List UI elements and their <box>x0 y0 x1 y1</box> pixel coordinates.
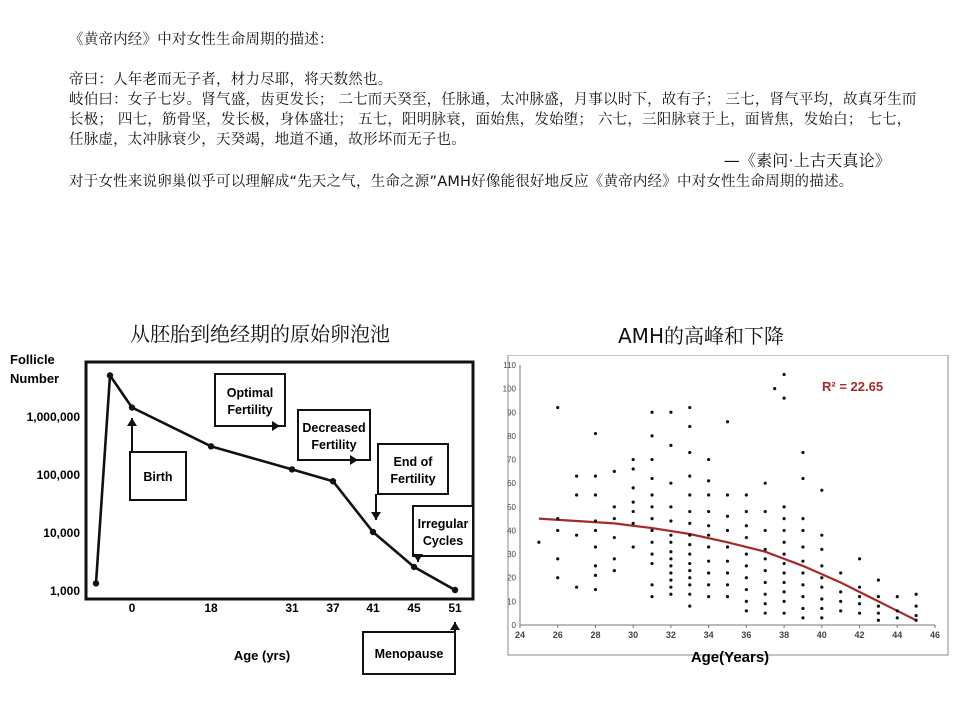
y-tick-label: 1,000,000 <box>26 410 80 424</box>
scatter-point <box>877 619 880 622</box>
scatter-point <box>688 451 691 454</box>
annotation-arrowhead <box>127 418 137 426</box>
scatter-point <box>877 578 880 581</box>
scatter-point <box>782 552 785 555</box>
scatter-point <box>764 581 767 584</box>
scatter-point <box>669 411 672 414</box>
scatter-point <box>782 541 785 544</box>
data-point <box>370 529 376 535</box>
scatter-point <box>773 387 776 390</box>
annotation-label: Birth <box>143 470 173 484</box>
scatter-point <box>915 614 918 617</box>
scatter-point <box>820 534 823 537</box>
scatter-point <box>707 493 710 496</box>
scatter-point <box>575 493 578 496</box>
scatter-point <box>650 541 653 544</box>
data-point <box>289 466 295 472</box>
chart2-title: AMH的高峰和下降 <box>618 324 784 348</box>
y-tick-label: 20 <box>507 573 516 583</box>
follicle-chart <box>0 340 480 710</box>
scatter-point <box>726 571 729 574</box>
y-tick-label: 50 <box>507 502 516 512</box>
scatter-point <box>726 529 729 532</box>
scatter-point <box>877 612 880 615</box>
annotation-label: Fertility <box>227 403 273 417</box>
scatter-point <box>632 486 635 489</box>
scatter-point <box>839 609 842 612</box>
scatter-point <box>801 529 804 532</box>
data-point <box>93 580 99 586</box>
text-line2: 岐伯曰：女子七岁。肾气盛，齿更发长； 二七而天癸至，任脉通，太冲脉盛，月事以时下，故有子； 三七，肾气平均，故真牙生而长极； 四七，筋骨坚，发长极，身体盛壮； 五七，阳明脉衰，面始焦，发始堕； 六七，三阳脉衰于上，面皆焦，发始白； 七七，任脉虚，太冲脉衰少，天癸竭，地道不通，故形坏而无子也。 <box>69 92 917 148</box>
scatter-point <box>688 552 691 555</box>
scatter-point <box>669 482 672 485</box>
y-tick-label: 1,000 <box>49 584 80 598</box>
scatter-point <box>707 595 710 598</box>
text-citation: —《素问·上古天真论》 <box>723 151 891 170</box>
data-point <box>129 404 135 410</box>
x-tick-label: 44 <box>892 630 903 640</box>
scatter-point <box>896 616 899 619</box>
x-tick-label: 28 <box>590 630 601 640</box>
scatter-point <box>650 552 653 555</box>
scatter-point <box>726 545 729 548</box>
scatter-point <box>782 373 785 376</box>
x-tick-label: 36 <box>741 630 752 640</box>
scatter-point <box>537 541 540 544</box>
scatter-point <box>669 586 672 589</box>
text-commentary: 对于女性来说卵巢似乎可以理解成“先天之气，生命之源”AMH好像能很好地反应《黄帝内经》中对女性生命周期的描述。 <box>69 174 854 190</box>
x-tick-label: 46 <box>929 630 941 640</box>
scatter-point <box>726 560 729 563</box>
scatter-point <box>764 548 767 551</box>
scatter-point <box>896 609 899 612</box>
scatter-point <box>669 578 672 581</box>
scatter-point <box>688 534 691 537</box>
scatter-point <box>594 545 597 548</box>
scatter-point <box>669 557 672 560</box>
scatter-point <box>801 583 804 586</box>
scatter-point <box>650 411 653 414</box>
scatter-point <box>707 545 710 548</box>
scatter-point <box>726 583 729 586</box>
y-tick-label: 110 <box>503 361 516 370</box>
scatter-point <box>688 593 691 596</box>
annotation-box <box>378 444 448 494</box>
scatter-point <box>688 562 691 565</box>
scatter-point <box>745 552 748 555</box>
y-tick-label: 10,000 <box>43 526 80 540</box>
annotation-label: Optimal <box>226 386 274 400</box>
scatter-point <box>801 451 804 454</box>
scatter-point <box>915 619 918 622</box>
x-tick-label: 30 <box>628 630 639 640</box>
scatter-point <box>782 581 785 584</box>
x-tick-label: 32 <box>665 630 676 640</box>
x-tick-label: 34 <box>703 630 714 640</box>
annotation-label: Menopause <box>374 647 444 661</box>
scatter-point <box>688 522 691 525</box>
scatter-point <box>556 557 559 560</box>
scatter-point <box>650 434 653 437</box>
y-tick-label: 100,000 <box>36 468 80 482</box>
scatter-point <box>613 517 616 520</box>
amh-scatter-chart <box>490 355 950 715</box>
scatter-point <box>556 529 559 532</box>
scatter-point <box>650 517 653 520</box>
annotation-label: Cycles <box>422 534 464 548</box>
annotation-label: End of <box>393 455 433 469</box>
scatter-point <box>782 600 785 603</box>
annotation-label: Irregular <box>417 517 469 531</box>
scatter-point <box>726 420 729 423</box>
scatter-point <box>650 458 653 461</box>
scatter-point <box>745 588 748 591</box>
x-tick-label: 26 <box>552 630 563 640</box>
scatter-point <box>575 474 578 477</box>
scatter-point <box>707 479 710 482</box>
scatter-point <box>650 529 653 532</box>
scatter-point <box>613 557 616 560</box>
scatter-point <box>839 590 842 593</box>
scatter-point <box>820 586 823 589</box>
scatter-point <box>726 595 729 598</box>
scatter-point <box>688 583 691 586</box>
data-point <box>107 372 113 378</box>
annotation-label: Fertility <box>390 472 436 486</box>
scatter-point <box>782 517 785 520</box>
scatter-point <box>858 595 861 598</box>
y-tick-label: 30 <box>507 550 516 560</box>
scatter-point <box>613 569 616 572</box>
text-heading: 《黄帝内经》中对女性生命周期的描述： <box>69 32 334 48</box>
scatter-point <box>575 586 578 589</box>
scatter-point <box>839 600 842 603</box>
scatter-point <box>764 569 767 572</box>
scatter-point <box>839 571 842 574</box>
y-tick-label: 10 <box>507 597 516 607</box>
scatter-point <box>820 489 823 492</box>
scatter-point <box>688 576 691 579</box>
scatter-point <box>764 482 767 485</box>
data-point <box>330 478 336 484</box>
scatter-point <box>745 536 748 539</box>
x-axis-label: Age(Years) <box>690 649 770 666</box>
y-tick-label: 80 <box>507 431 516 441</box>
x-axis-label: Age (yrs) <box>233 648 291 663</box>
scatter-point <box>764 529 767 532</box>
scatter-point <box>745 600 748 603</box>
y-tick-label: 0 <box>511 621 516 630</box>
scatter-point <box>632 458 635 461</box>
y-tick-label: 70 <box>507 455 516 465</box>
y-axis-label-line2: Number <box>10 371 60 386</box>
scatter-point <box>669 571 672 574</box>
y-tick-label: 60 <box>507 479 516 489</box>
scatter-point <box>632 500 635 503</box>
scatter-point <box>669 534 672 537</box>
scatter-point <box>820 607 823 610</box>
data-point <box>411 564 417 570</box>
scatter-point <box>801 517 804 520</box>
scatter-point <box>764 557 767 560</box>
scatter-point <box>669 541 672 544</box>
scatter-point <box>707 524 710 527</box>
scatter-point <box>688 406 691 409</box>
annotation-box <box>298 410 370 460</box>
plot-frame <box>508 355 948 655</box>
scatter-point <box>801 477 804 480</box>
scatter-point <box>726 515 729 518</box>
scatter-point <box>669 593 672 596</box>
scatter-point <box>688 604 691 607</box>
scatter-point <box>764 593 767 596</box>
scatter-point <box>858 586 861 589</box>
scatter-point <box>575 534 578 537</box>
scatter-point <box>877 595 880 598</box>
scatter-point <box>745 524 748 527</box>
chart1-title: 从胚胎到绝经期的原始卵泡池 <box>130 322 390 346</box>
y-tick-label: 100 <box>502 384 516 394</box>
scatter-point <box>594 588 597 591</box>
x-tick-label: 37 <box>326 601 340 615</box>
scatter-point <box>650 583 653 586</box>
scatter-point <box>594 574 597 577</box>
scatter-point <box>801 616 804 619</box>
scatter-point <box>820 597 823 600</box>
text-block <box>69 30 919 192</box>
scatter-point <box>707 571 710 574</box>
scatter-point <box>820 616 823 619</box>
scatter-point <box>650 595 653 598</box>
x-tick-label: 24 <box>514 630 526 640</box>
scatter-point <box>688 569 691 572</box>
x-tick-label: 42 <box>854 630 865 640</box>
scatter-point <box>801 595 804 598</box>
x-tick-label: 18 <box>204 601 218 615</box>
scatter-point <box>896 595 899 598</box>
x-tick-label: 31 <box>285 601 299 615</box>
scatter-point <box>613 505 616 508</box>
scatter-point <box>556 576 559 579</box>
scatter-point <box>613 470 616 473</box>
scatter-point <box>820 576 823 579</box>
scatter-point <box>594 432 597 435</box>
scatter-point <box>707 534 710 537</box>
scatter-point <box>782 396 785 399</box>
scatter-point <box>877 604 880 607</box>
scatter-point <box>764 510 767 513</box>
annotation-box <box>413 506 473 556</box>
x-tick-label: 51 <box>448 601 462 615</box>
scatter-point <box>745 564 748 567</box>
data-point <box>452 587 458 593</box>
scatter-point <box>594 564 597 567</box>
scatter-point <box>745 576 748 579</box>
scatter-point <box>594 519 597 522</box>
scatter-point <box>801 607 804 610</box>
y-tick-label: 40 <box>507 526 516 536</box>
scatter-point <box>650 562 653 565</box>
text-line1: 帝曰：人年老而无子者，材力尽耶，将天数然也。 <box>69 72 393 88</box>
scatter-point <box>632 510 635 513</box>
scatter-point <box>726 493 729 496</box>
scatter-point <box>820 548 823 551</box>
scatter-point <box>688 510 691 513</box>
annotation-arrowhead <box>450 622 460 630</box>
scatter-point <box>669 444 672 447</box>
scatter-point <box>669 519 672 522</box>
x-tick-label: 40 <box>816 630 827 640</box>
scatter-point <box>745 609 748 612</box>
scatter-point <box>594 474 597 477</box>
y-tick-label: 90 <box>507 408 516 418</box>
x-tick-label: 41 <box>366 601 380 615</box>
annotation-box <box>215 374 285 426</box>
data-point <box>208 443 214 449</box>
scatter-point <box>707 560 710 563</box>
scatter-point <box>688 493 691 496</box>
scatter-point <box>669 564 672 567</box>
r-squared-annotation: R² = 22.65 <box>822 379 884 394</box>
scatter-point <box>782 505 785 508</box>
scatter-point <box>782 571 785 574</box>
scatter-point <box>745 493 748 496</box>
scatter-point <box>707 458 710 461</box>
scatter-point <box>688 474 691 477</box>
scatter-point <box>669 550 672 553</box>
scatter-point <box>594 529 597 532</box>
scatter-point <box>764 602 767 605</box>
scatter-point <box>915 593 918 596</box>
scatter-point <box>801 560 804 563</box>
y-axis-label-line1: Follicle <box>10 352 55 367</box>
scatter-point <box>688 543 691 546</box>
scatter-point <box>707 510 710 513</box>
scatter-point <box>594 493 597 496</box>
scatter-point <box>801 571 804 574</box>
annotation-arrowhead <box>413 554 423 562</box>
scatter-point <box>650 505 653 508</box>
x-tick-label: 38 <box>779 630 790 640</box>
scatter-point <box>801 545 804 548</box>
scatter-point <box>820 564 823 567</box>
scatter-point <box>688 425 691 428</box>
scatter-point <box>632 522 635 525</box>
scatter-point <box>632 545 635 548</box>
annotation-label: Fertility <box>311 438 357 452</box>
scatter-point <box>764 612 767 615</box>
scatter-point <box>650 477 653 480</box>
x-tick-label: 0 <box>128 601 136 615</box>
scatter-point <box>782 590 785 593</box>
annotation-arrowhead <box>371 512 381 520</box>
annotation-label: Decreased <box>302 421 366 435</box>
scatter-point <box>858 612 861 615</box>
scatter-point <box>858 602 861 605</box>
scatter-point <box>613 536 616 539</box>
scatter-point <box>669 505 672 508</box>
scatter-point <box>782 562 785 565</box>
scatter-point <box>556 406 559 409</box>
scatter-point <box>650 493 653 496</box>
scatter-point <box>707 583 710 586</box>
x-tick-label: 45 <box>407 601 421 615</box>
scatter-point <box>556 517 559 520</box>
scatter-point <box>782 612 785 615</box>
scatter-point <box>632 467 635 470</box>
scatter-point <box>782 529 785 532</box>
scatter-point <box>858 557 861 560</box>
scatter-point <box>915 604 918 607</box>
scatter-point <box>745 510 748 513</box>
